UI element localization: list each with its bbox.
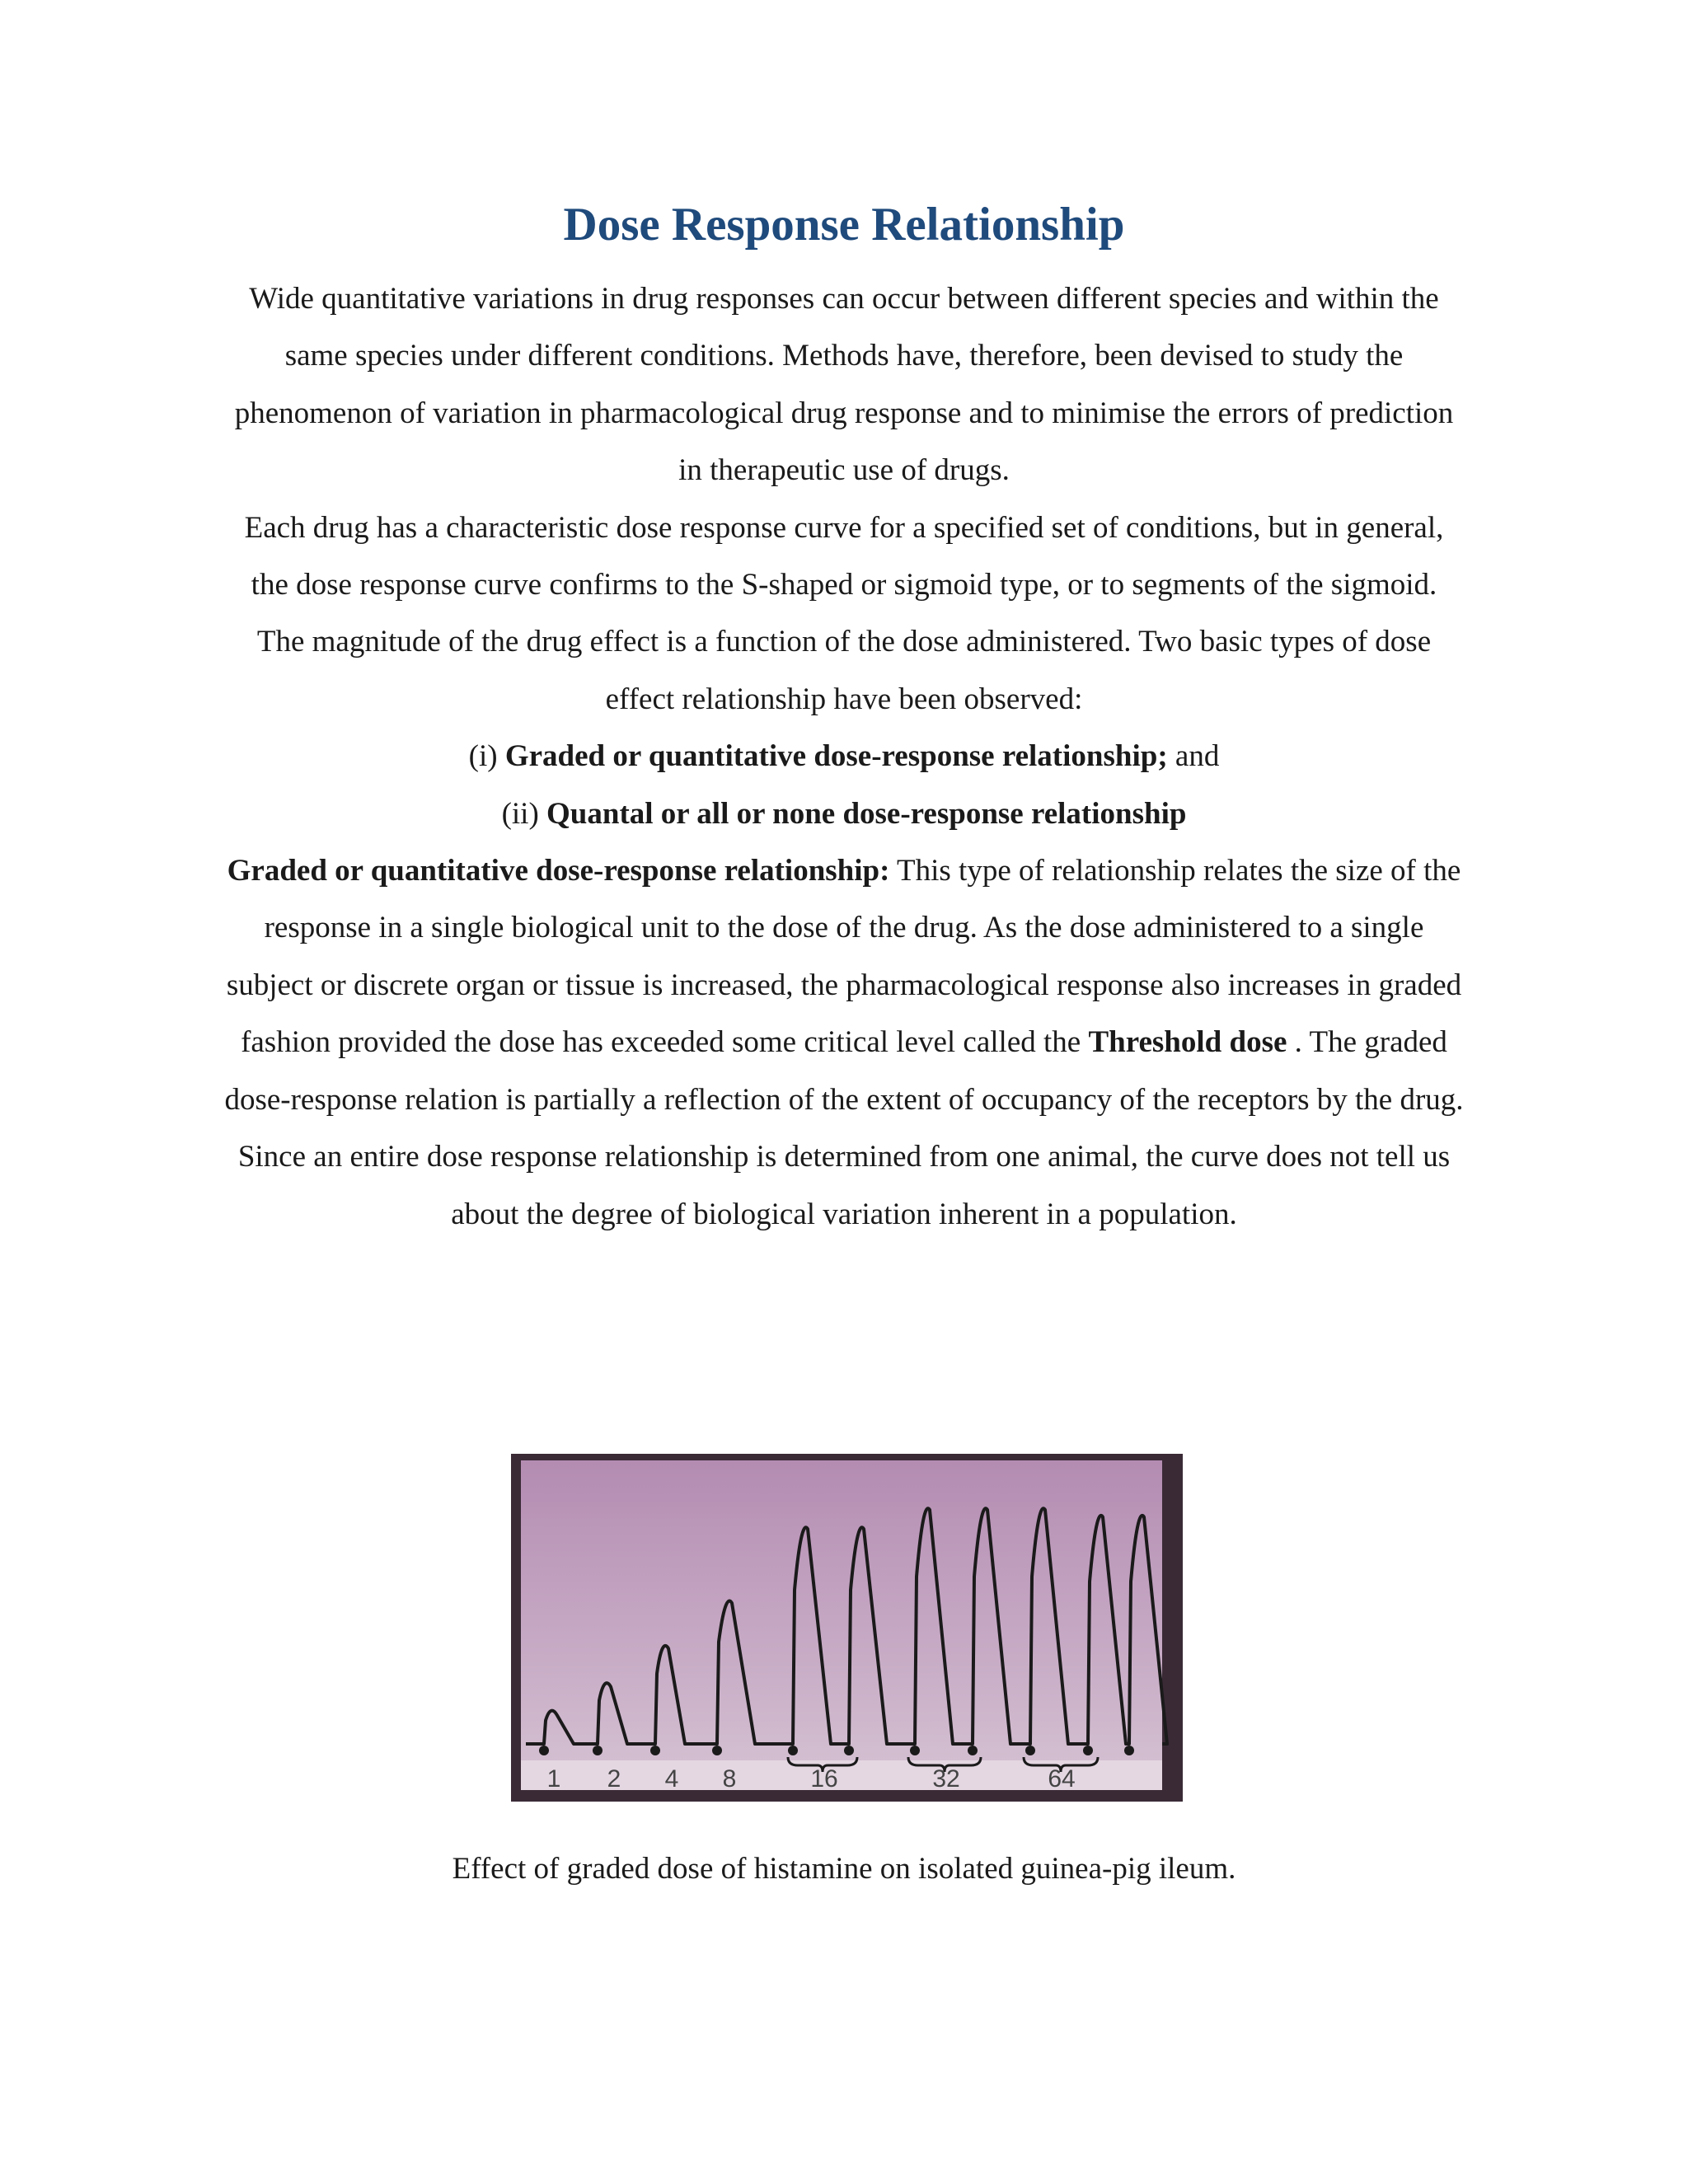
dose-marker [1124,1746,1134,1755]
definition-text: This type of relationship relates the size of the response in a single biological unit to the dose of the drug. As the dose administered to a single subject or discrete organ or tissue is increased, the pharmacological response also increases in graded fashion provided the dose has exceeded some critical level called the [226,854,1462,1060]
paragraph-magnitude: The magnitude of the drug effect is a function of the dose administered. Two basic types of dose effect relationship have been observed: [256,625,1432,716]
dose-marker [788,1746,798,1755]
dose-label-1: 1 [546,1765,561,1793]
dose-marker [910,1746,920,1755]
dose-label-64: 64 [1048,1765,1076,1793]
kymograph-image [511,1454,1183,1802]
dose-marker [1025,1746,1035,1755]
recording-paper [521,1460,1162,1790]
list-item-number: (ii) [501,796,539,831]
definition-text-continued: . The graded dose-response relation is partially a reflection of the extent of occupancy of the receptors by the drug. Since an entire dose response relationship is determined from one animal, the curve does not tell us about the degree of biological variation inherent in a population. [224,1025,1464,1231]
threshold-dose-term: Threshold dose [1088,1025,1287,1060]
dose-label-32: 32 [932,1765,960,1793]
paragraph-variation: Wide quantitative variations in drug responses can occur between different species and within the same species under different conditions. Methods have, therefore, been devised to study the phenomenon of variation in pharmacological drug response and to minimise the errors of prediction in therapeutic use of drugs. [234,282,1454,488]
dose-label-16: 16 [810,1765,838,1793]
dose-marker [593,1746,603,1755]
page-title: Dose Response Relationship [563,199,1125,251]
dose-marker [712,1746,722,1755]
list-item-graded [223,728,1465,785]
figure-caption: Effect of graded dose of histamine on isolated guinea-pig ileum. [452,1852,1236,1886]
dose-marker [539,1746,549,1755]
dose-marker [968,1746,978,1755]
list-item-number: (i) [468,739,498,774]
list-item-suffix: and [1175,739,1220,774]
dose-marker [1083,1746,1093,1755]
list-item-term: Graded or quantitative dose-response relationship; [504,739,1168,774]
list-item-quantal [223,785,1465,842]
list-item-term: Quantal or all or none dose-response relationship [546,796,1187,831]
body-text [223,270,1465,1243]
dose-label-8: 8 [722,1765,737,1793]
kymograph-figure [511,1454,1183,1802]
dose-marker [650,1746,660,1755]
paragraph-graded-definition [223,842,1465,1243]
dose-label-4: 4 [664,1765,679,1793]
dose-label-2: 2 [607,1765,621,1793]
paragraph-sigmoid: Each drug has a characteristic dose response curve for a specified set of conditions, but in general, the dose response curve confirms to the S-shaped or sigmoid type, or to segments of the sigmoid. [244,510,1444,602]
section-heading: Graded or quantitative dose-response relationship: [227,854,890,888]
dose-marker [844,1746,854,1755]
